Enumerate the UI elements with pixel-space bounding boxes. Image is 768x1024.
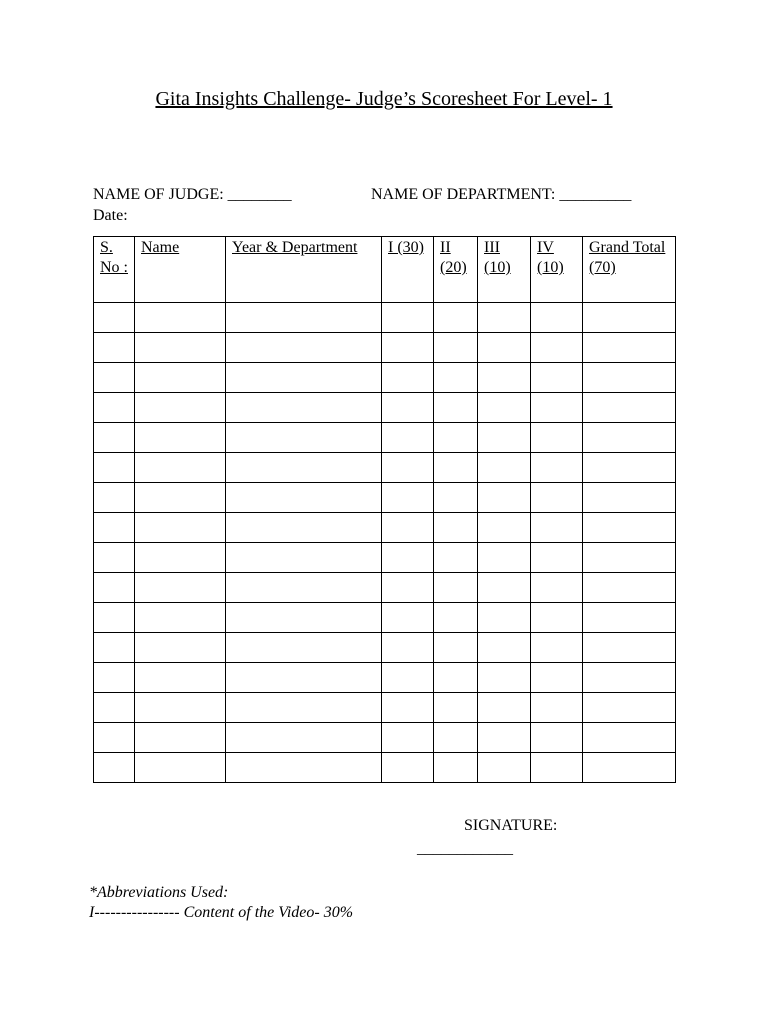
table-cell[interactable] bbox=[135, 303, 226, 333]
header-grand-total: Grand Total (70) bbox=[583, 237, 676, 303]
table-cell[interactable] bbox=[382, 393, 434, 423]
table-cell[interactable] bbox=[531, 633, 583, 663]
table-cell[interactable] bbox=[531, 333, 583, 363]
table-cell[interactable] bbox=[226, 633, 382, 663]
table-cell[interactable] bbox=[478, 663, 531, 693]
header-criterion-4: IV (10) bbox=[531, 237, 583, 303]
table-cell[interactable] bbox=[382, 363, 434, 393]
table-cell[interactable] bbox=[135, 333, 226, 363]
table-cell[interactable] bbox=[94, 633, 135, 663]
table-row bbox=[94, 333, 676, 363]
table-cell[interactable] bbox=[94, 573, 135, 603]
table-cell[interactable] bbox=[434, 573, 478, 603]
table-row bbox=[94, 303, 676, 333]
table-cell[interactable] bbox=[583, 543, 676, 573]
table-cell[interactable] bbox=[434, 513, 478, 543]
table-cell[interactable] bbox=[94, 453, 135, 483]
table-cell[interactable] bbox=[382, 663, 434, 693]
table-cell[interactable] bbox=[478, 393, 531, 423]
table-cell[interactable] bbox=[434, 633, 478, 663]
table-cell[interactable] bbox=[382, 513, 434, 543]
table-cell[interactable] bbox=[226, 543, 382, 573]
table-cell[interactable] bbox=[478, 303, 531, 333]
table-cell[interactable] bbox=[478, 363, 531, 393]
table-cell[interactable] bbox=[434, 333, 478, 363]
table-cell[interactable] bbox=[226, 393, 382, 423]
table-cell[interactable] bbox=[382, 333, 434, 363]
table-cell[interactable] bbox=[531, 453, 583, 483]
table-cell[interactable] bbox=[94, 693, 135, 723]
table-cell[interactable] bbox=[226, 483, 382, 513]
table-cell[interactable] bbox=[478, 723, 531, 753]
table-cell[interactable] bbox=[531, 513, 583, 543]
table-cell[interactable] bbox=[434, 723, 478, 753]
table-cell[interactable] bbox=[531, 363, 583, 393]
table-cell[interactable] bbox=[478, 693, 531, 723]
header-serial-no: S. No : bbox=[94, 237, 135, 303]
header-row bbox=[94, 237, 676, 303]
table-cell[interactable] bbox=[94, 303, 135, 333]
table-cell[interactable] bbox=[94, 603, 135, 633]
table-cell[interactable] bbox=[583, 483, 676, 513]
table-cell[interactable] bbox=[135, 603, 226, 633]
table-cell[interactable] bbox=[583, 603, 676, 633]
table-cell[interactable] bbox=[583, 333, 676, 363]
table-cell[interactable] bbox=[434, 363, 478, 393]
table-row bbox=[94, 483, 676, 513]
table-cell[interactable] bbox=[583, 453, 676, 483]
signature-line: ____________ bbox=[417, 840, 513, 857]
table-row bbox=[94, 693, 676, 723]
table-cell[interactable] bbox=[478, 543, 531, 573]
header-criterion-3: III (10) bbox=[478, 237, 531, 303]
table-row bbox=[94, 603, 676, 633]
score-table-body bbox=[94, 303, 676, 783]
table-cell[interactable] bbox=[531, 303, 583, 333]
table-cell[interactable] bbox=[382, 723, 434, 753]
table-row bbox=[94, 513, 676, 543]
table-cell[interactable] bbox=[135, 693, 226, 723]
table-row bbox=[94, 363, 676, 393]
table-cell[interactable] bbox=[135, 573, 226, 603]
table-row bbox=[94, 393, 676, 423]
page-title: Gita Insights Challenge- Judge’s Scoresheet For Level- 1 bbox=[155, 88, 613, 110]
table-cell[interactable] bbox=[531, 393, 583, 423]
table-cell[interactable] bbox=[226, 423, 382, 453]
table-cell[interactable] bbox=[226, 603, 382, 633]
table-cell[interactable] bbox=[226, 303, 382, 333]
table-cell[interactable] bbox=[478, 333, 531, 363]
table-cell[interactable] bbox=[531, 753, 583, 783]
signature-label: SIGNATURE: bbox=[464, 817, 558, 834]
table-cell[interactable] bbox=[135, 453, 226, 483]
table-cell[interactable] bbox=[382, 303, 434, 333]
table-cell[interactable] bbox=[531, 603, 583, 633]
abbreviation-item: I---------------- Content of the Video- 30% bbox=[89, 904, 354, 921]
score-table bbox=[93, 236, 676, 783]
table-cell[interactable] bbox=[583, 363, 676, 393]
table-cell[interactable] bbox=[226, 693, 382, 723]
table-cell[interactable] bbox=[478, 483, 531, 513]
table-cell[interactable] bbox=[135, 423, 226, 453]
table-cell[interactable] bbox=[382, 753, 434, 783]
table-cell[interactable] bbox=[382, 633, 434, 663]
table-cell[interactable] bbox=[94, 543, 135, 573]
table-cell[interactable] bbox=[94, 723, 135, 753]
table-cell[interactable] bbox=[583, 693, 676, 723]
table-cell[interactable] bbox=[478, 423, 531, 453]
table-cell[interactable] bbox=[135, 633, 226, 663]
table-cell[interactable] bbox=[478, 603, 531, 633]
table-cell[interactable] bbox=[583, 423, 676, 453]
table-cell[interactable] bbox=[94, 513, 135, 543]
table-cell[interactable] bbox=[531, 663, 583, 693]
table-row bbox=[94, 423, 676, 453]
table-cell[interactable] bbox=[478, 453, 531, 483]
table-cell[interactable] bbox=[382, 573, 434, 603]
table-cell[interactable] bbox=[583, 723, 676, 753]
table-cell[interactable] bbox=[94, 363, 135, 393]
table-cell[interactable] bbox=[531, 423, 583, 453]
table-row bbox=[94, 633, 676, 663]
table-cell[interactable] bbox=[226, 363, 382, 393]
table-cell[interactable] bbox=[226, 513, 382, 543]
table-cell[interactable] bbox=[434, 393, 478, 423]
table-cell[interactable] bbox=[135, 363, 226, 393]
date-field: Date: bbox=[93, 207, 128, 224]
table-cell[interactable] bbox=[434, 453, 478, 483]
table-cell[interactable] bbox=[583, 633, 676, 663]
table-cell[interactable] bbox=[583, 753, 676, 783]
table-cell[interactable] bbox=[94, 483, 135, 513]
judge-name-field: NAME OF JUDGE: ________ bbox=[93, 186, 292, 203]
table-cell[interactable] bbox=[434, 303, 478, 333]
table-cell[interactable] bbox=[434, 663, 478, 693]
table-cell[interactable] bbox=[135, 483, 226, 513]
table-cell[interactable] bbox=[583, 573, 676, 603]
header-criterion-1: I (30) bbox=[382, 237, 434, 303]
department-name-field: NAME OF DEPARTMENT: _________ bbox=[371, 186, 632, 203]
table-cell[interactable] bbox=[434, 603, 478, 633]
table-cell[interactable] bbox=[94, 393, 135, 423]
table-row bbox=[94, 543, 676, 573]
table-cell[interactable] bbox=[434, 483, 478, 513]
table-cell[interactable] bbox=[226, 573, 382, 603]
table-cell[interactable] bbox=[135, 513, 226, 543]
table-cell[interactable] bbox=[434, 753, 478, 783]
table-cell[interactable] bbox=[434, 693, 478, 723]
table-cell[interactable] bbox=[94, 753, 135, 783]
table-row bbox=[94, 753, 676, 783]
table-cell[interactable] bbox=[531, 693, 583, 723]
table-cell[interactable] bbox=[226, 753, 382, 783]
table-row bbox=[94, 573, 676, 603]
table-cell[interactable] bbox=[531, 573, 583, 603]
table-cell[interactable] bbox=[478, 513, 531, 543]
table-cell[interactable] bbox=[531, 483, 583, 513]
table-row bbox=[94, 723, 676, 753]
table-cell[interactable] bbox=[135, 723, 226, 753]
table-row bbox=[94, 663, 676, 693]
table-cell[interactable] bbox=[531, 723, 583, 753]
table-cell[interactable] bbox=[382, 453, 434, 483]
table-cell[interactable] bbox=[135, 663, 226, 693]
table-cell[interactable] bbox=[135, 393, 226, 423]
table-cell[interactable] bbox=[583, 393, 676, 423]
table-cell[interactable] bbox=[382, 543, 434, 573]
table-cell[interactable] bbox=[382, 693, 434, 723]
table-cell[interactable] bbox=[583, 663, 676, 693]
table-cell[interactable] bbox=[434, 423, 478, 453]
table-cell[interactable] bbox=[583, 303, 676, 333]
table-cell[interactable] bbox=[382, 483, 434, 513]
header-criterion-2: II (20) bbox=[434, 237, 478, 303]
table-cell[interactable] bbox=[94, 423, 135, 453]
table-cell[interactable] bbox=[382, 423, 434, 453]
table-cell[interactable] bbox=[434, 543, 478, 573]
table-cell[interactable] bbox=[94, 663, 135, 693]
table-cell[interactable] bbox=[478, 573, 531, 603]
table-cell[interactable] bbox=[226, 453, 382, 483]
table-cell[interactable] bbox=[583, 513, 676, 543]
table-cell[interactable] bbox=[226, 723, 382, 753]
table-row bbox=[94, 453, 676, 483]
table-cell[interactable] bbox=[135, 753, 226, 783]
header-name: Name bbox=[135, 237, 226, 303]
table-cell[interactable] bbox=[226, 663, 382, 693]
table-cell[interactable] bbox=[135, 543, 226, 573]
table-cell[interactable] bbox=[226, 333, 382, 363]
table-cell[interactable] bbox=[94, 333, 135, 363]
header-year-department: Year & Department bbox=[226, 237, 382, 303]
table-cell[interactable] bbox=[478, 633, 531, 663]
table-cell[interactable] bbox=[531, 543, 583, 573]
table-cell[interactable] bbox=[478, 753, 531, 783]
table-cell[interactable] bbox=[382, 603, 434, 633]
abbreviations-heading: *Abbreviations Used: bbox=[89, 884, 229, 901]
